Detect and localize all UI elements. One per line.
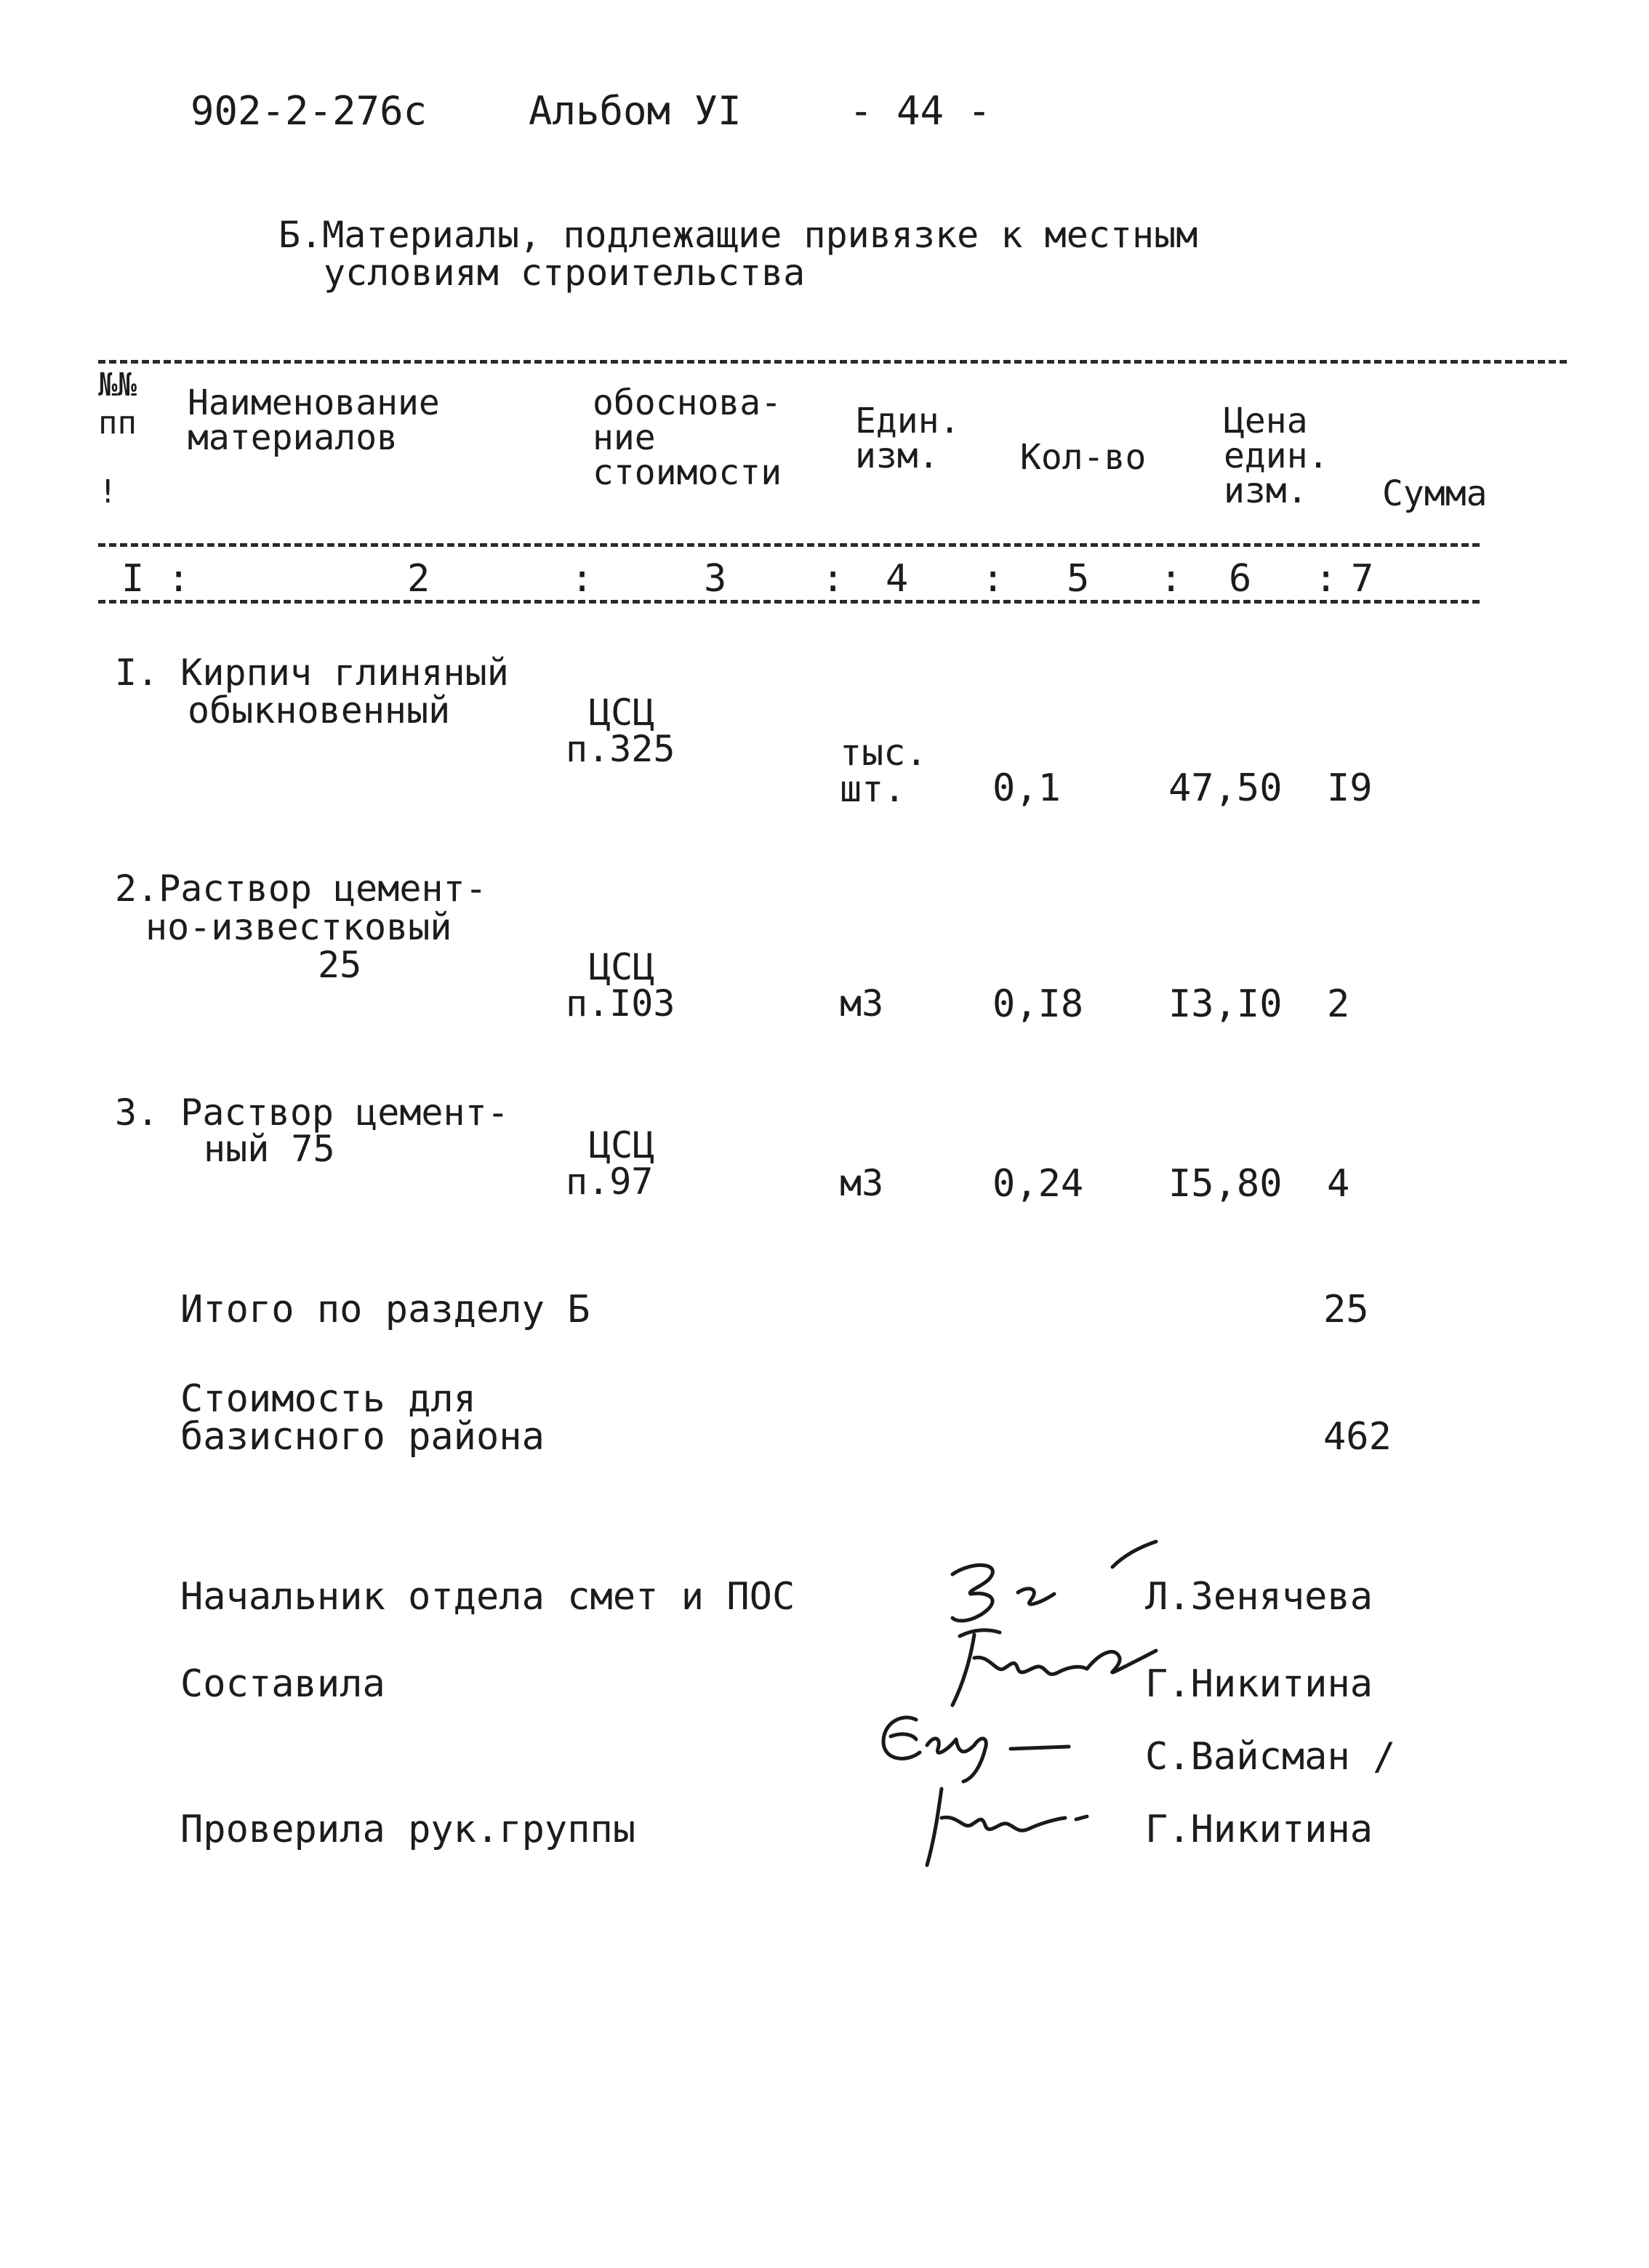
base-cost-value: 462 [1323,1415,1392,1459]
row3-basis-l2: п.97 [566,1161,654,1203]
row1-basis-l1: ЦСЦ [589,692,655,734]
col1-heading-l1: №№ [98,366,137,404]
compiled-by-label: Составила [180,1662,385,1706]
row1-price: 47,50 [1168,766,1283,810]
col-number-5: 5 [1067,557,1090,601]
row2-name-l2: но-известковый [145,906,452,948]
col1-heading-l2: пп [98,404,137,441]
col-separator-5: : [1160,557,1183,601]
col2-heading-l2: материалов [188,417,398,458]
row2-basis-l2: п.I03 [566,982,675,1025]
row2-name-l3: 25 [318,944,362,986]
head-of-department-name: Л.Зенячева [1145,1575,1373,1619]
col4-heading-l2: изм. [855,436,939,476]
section-title-line2: условиям строительства [324,252,806,294]
row1-name-l1: I. Кирпич глиняный [115,652,509,694]
col-separator-2: : [571,557,594,601]
col-number-3: 3 [704,557,727,601]
row1-qty: 0,1 [992,766,1061,810]
row2-price: I3,I0 [1168,982,1283,1026]
col3-heading-l3: стоимости [593,452,782,493]
col-number-1: I [121,557,145,601]
col-number-4: 4 [886,557,909,601]
row1-unit-l2: шт. [840,768,906,810]
col6-heading-l1: Цена [1224,401,1308,441]
head-of-department-label: Начальник отдела смет и ПОС [180,1575,795,1619]
row2-qty: 0,I8 [992,982,1084,1026]
col-number-6: 6 [1229,557,1252,601]
document-code: 902-2-276с [190,88,428,134]
col-separator-4: : [982,557,1005,601]
section-title-line1: Б.Материалы, подлежащие привязке к местным [278,214,1198,256]
row3-price: I5,80 [1168,1162,1283,1206]
checked-by-name: Г.Никитина [1145,1808,1373,1851]
signature-nikitina-2 [909,1774,1112,1876]
row3-basis-l1: ЦСЦ [589,1124,655,1166]
table-top-rule [98,360,1567,364]
col4-heading-l1: Един. [855,401,960,441]
album-label: Альбом УI [529,88,742,134]
col6-heading-l2: един. [1224,436,1329,476]
row2-unit: м3 [840,982,884,1025]
total-section-label: Итого по разделу Б [180,1288,590,1331]
checked-by-label: Проверила рук.группы [180,1808,636,1851]
col7-heading-l1: Сумма [1382,473,1488,514]
col5-heading-l1: Кол-во [1020,437,1147,478]
col6-heading-l3: изм. [1224,470,1308,511]
row1-sum: I9 [1327,766,1373,810]
row3-sum: 4 [1327,1162,1350,1206]
col2-heading-l1: Наименование [188,382,440,423]
compiled-by-name-2: С.Вайсман / [1145,1735,1396,1779]
col-separator-1: : [167,557,190,601]
row2-sum: 2 [1327,982,1350,1026]
col-number-2: 2 [407,557,430,601]
row3-qty: 0,24 [992,1162,1084,1206]
col-separator-6: : [1315,557,1338,601]
row3-name-l1: 3. Раствор цемент- [115,1091,509,1134]
row1-basis-l2: п.325 [566,728,675,770]
base-cost-label-l2: базисного района [180,1415,545,1459]
col3-heading-l1: обоснова- [593,382,782,423]
total-section-value: 25 [1323,1288,1369,1331]
col-separator-3: : [822,557,845,601]
col-number-7: 7 [1351,557,1374,601]
compiled-by-name-1: Г.Никитина [1145,1662,1373,1706]
col1-heading-l3: ! [98,473,118,510]
row3-name-l2: ный 75 [204,1128,335,1170]
row2-name-l1: 2.Раствор цемент- [115,867,487,910]
row2-basis-l1: ЦСЦ [589,946,655,988]
row1-unit-l1: тыс. [840,732,928,774]
col3-heading-l2: ние [593,417,656,458]
base-cost-label-l1: Стоимость для [180,1377,476,1421]
page-number: - 44 - [849,88,992,134]
table-header-rule [98,543,1480,547]
column-numbers-underline [98,600,1480,604]
row1-name-l2: обыкновенный [188,689,451,732]
row3-unit: м3 [840,1162,884,1204]
